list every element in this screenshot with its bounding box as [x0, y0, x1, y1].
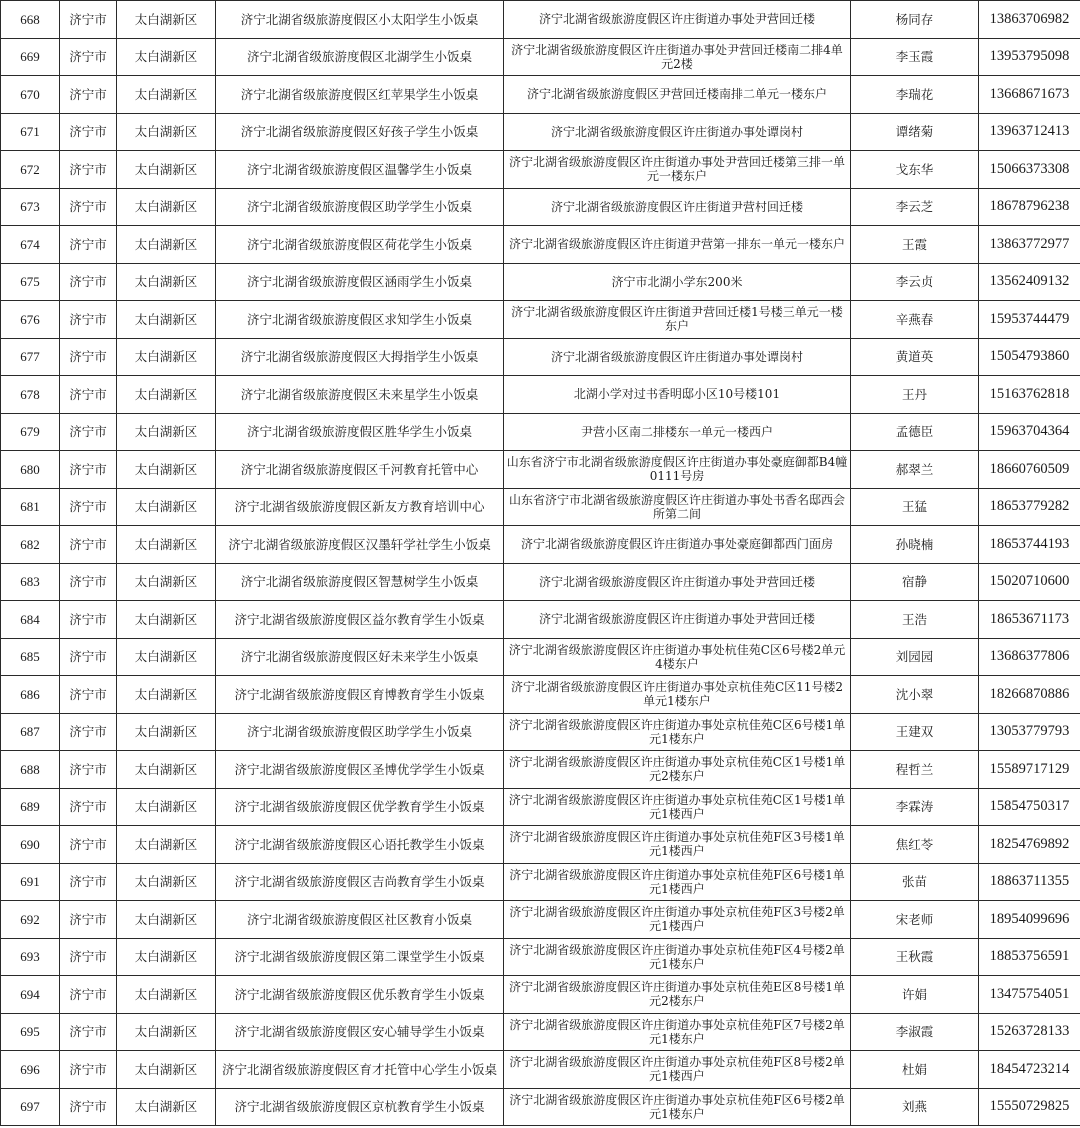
row-number: 670 [1, 76, 60, 114]
city-cell: 济宁市 [60, 376, 117, 414]
venue-name-cell: 济宁北湖省级旅游度假区温馨学生小饭桌 [216, 151, 504, 189]
district-cell: 太白湖新区 [117, 976, 216, 1014]
venue-name-cell: 济宁北湖省级旅游度假区优学教育学生小饭桌 [216, 788, 504, 826]
district-cell: 太白湖新区 [117, 601, 216, 639]
venue-name-cell: 济宁北湖省级旅游度假区荷花学生小饭桌 [216, 226, 504, 264]
district-cell: 太白湖新区 [117, 751, 216, 789]
city-cell: 济宁市 [60, 1, 117, 39]
row-number: 691 [1, 863, 60, 901]
row-number: 679 [1, 413, 60, 451]
row-number: 693 [1, 938, 60, 976]
address-cell: 济宁北湖省级旅游度假区许庄街道办事处尹营回迁楼南二排4单元2楼 [504, 38, 851, 76]
phone-cell: 13863706982 [979, 1, 1080, 39]
table-row [1, 713, 1080, 751]
district-cell: 太白湖新区 [117, 826, 216, 864]
table-row [1, 938, 1080, 976]
contact-person-cell: 王浩 [851, 601, 979, 639]
address-cell: 济宁北湖省级旅游度假区许庄街道办事处尹营回迁楼第三排一单元一楼东户 [504, 151, 851, 189]
phone-cell: 15550729825 [979, 1088, 1080, 1126]
row-number: 678 [1, 376, 60, 414]
table-row [1, 976, 1080, 1014]
address-cell: 济宁北湖省级旅游度假区许庄街道办事处京杭佳苑C区1号楼1单元1楼西户 [504, 788, 851, 826]
address-cell: 济宁北湖省级旅游度假区许庄街道办事处尹营回迁楼 [504, 563, 851, 601]
contact-person-cell: 李瑞花 [851, 76, 979, 114]
district-cell: 太白湖新区 [117, 1051, 216, 1089]
city-cell: 济宁市 [60, 1013, 117, 1051]
row-number: 672 [1, 151, 60, 189]
contact-person-cell: 李霖涛 [851, 788, 979, 826]
table-row [1, 601, 1080, 639]
city-cell: 济宁市 [60, 151, 117, 189]
district-cell: 太白湖新区 [117, 76, 216, 114]
contact-person-cell: 王建双 [851, 713, 979, 751]
address-cell: 山东省济宁市北湖省级旅游度假区许庄街道办事处豪庭御都B4幢0111号房 [504, 451, 851, 489]
table-body [1, 1, 1080, 1126]
city-cell: 济宁市 [60, 976, 117, 1014]
table-row [1, 901, 1080, 939]
venue-name-cell: 济宁北湖省级旅游度假区育才托管中心学生小饭桌 [216, 1051, 504, 1089]
contact-person-cell: 程哲兰 [851, 751, 979, 789]
contact-person-cell: 宿静 [851, 563, 979, 601]
phone-cell: 13053779793 [979, 713, 1080, 751]
address-cell: 济宁北湖省级旅游度假区许庄街道尹营村回迁楼 [504, 188, 851, 226]
row-number: 684 [1, 601, 60, 639]
venue-name-cell: 济宁北湖省级旅游度假区育博教育学生小饭桌 [216, 676, 504, 714]
district-cell: 太白湖新区 [117, 1, 216, 39]
address-cell: 济宁北湖省级旅游度假区许庄街道办事处谭岗村 [504, 113, 851, 151]
address-cell: 济宁北湖省级旅游度假区许庄街道办事处京杭佳苑F区3号楼1单元1楼西户 [504, 826, 851, 864]
address-cell: 济宁北湖省级旅游度假区许庄街道办事处京杭佳苑C区11号楼2单元1楼东户 [504, 676, 851, 714]
contact-person-cell: 王丹 [851, 376, 979, 414]
venue-name-cell: 济宁北湖省级旅游度假区北湖学生小饭桌 [216, 38, 504, 76]
venue-name-cell: 济宁北湖省级旅游度假区新友方教育培训中心 [216, 488, 504, 526]
phone-cell: 18254769892 [979, 826, 1080, 864]
contact-person-cell: 焦红苓 [851, 826, 979, 864]
contact-person-cell: 李玉霞 [851, 38, 979, 76]
district-cell: 太白湖新区 [117, 38, 216, 76]
table-row [1, 113, 1080, 151]
address-cell: 尹营小区南二排楼东一单元一楼西户 [504, 413, 851, 451]
row-number: 690 [1, 826, 60, 864]
venue-name-cell: 济宁北湖省级旅游度假区红苹果学生小饭桌 [216, 76, 504, 114]
row-number: 673 [1, 188, 60, 226]
address-cell: 山东省济宁市北湖省级旅游度假区许庄街道办事处书香名邸西会所第二间 [504, 488, 851, 526]
district-cell: 太白湖新区 [117, 676, 216, 714]
address-cell: 济宁北湖省级旅游度假区许庄街道办事处京杭佳苑C区6号楼1单元1楼东户 [504, 713, 851, 751]
phone-cell: 15066373308 [979, 151, 1080, 189]
table-row [1, 526, 1080, 564]
address-cell: 济宁北湖省级旅游度假区许庄街道办事处杭佳苑C区6号楼2单元4楼东户 [504, 638, 851, 676]
address-cell: 济宁北湖省级旅游度假区许庄街道尹营第一排东一单元一楼东户 [504, 226, 851, 264]
contact-person-cell: 戈东华 [851, 151, 979, 189]
city-cell: 济宁市 [60, 826, 117, 864]
contact-person-cell: 王猛 [851, 488, 979, 526]
district-cell: 太白湖新区 [117, 301, 216, 339]
table-row [1, 563, 1080, 601]
phone-cell: 18653671173 [979, 601, 1080, 639]
table-row [1, 338, 1080, 376]
city-cell: 济宁市 [60, 38, 117, 76]
city-cell: 济宁市 [60, 1088, 117, 1126]
contact-person-cell: 刘园园 [851, 638, 979, 676]
table-row [1, 151, 1080, 189]
table-row [1, 301, 1080, 339]
table-row [1, 38, 1080, 76]
contact-person-cell: 李淑霞 [851, 1013, 979, 1051]
venue-name-cell: 济宁北湖省级旅游度假区益尔教育学生小饭桌 [216, 601, 504, 639]
contact-person-cell: 孙晓楠 [851, 526, 979, 564]
district-cell: 太白湖新区 [117, 526, 216, 564]
row-number: 677 [1, 338, 60, 376]
city-cell: 济宁市 [60, 263, 117, 301]
row-number: 694 [1, 976, 60, 1014]
table-row [1, 188, 1080, 226]
address-cell: 济宁北湖省级旅游度假区许庄街道办事处豪庭御都西门面房 [504, 526, 851, 564]
venue-name-cell: 济宁北湖省级旅游度假区好孩子学生小饭桌 [216, 113, 504, 151]
district-cell: 太白湖新区 [117, 263, 216, 301]
city-cell: 济宁市 [60, 76, 117, 114]
district-cell: 太白湖新区 [117, 338, 216, 376]
table-row [1, 1013, 1080, 1051]
phone-cell: 18266870886 [979, 676, 1080, 714]
address-cell: 济宁北湖省级旅游度假区许庄街道办事处京杭佳苑F区4号楼2单元1楼东户 [504, 938, 851, 976]
address-cell: 北湖小学对过书香明邸小区10号楼101 [504, 376, 851, 414]
phone-cell: 18678796238 [979, 188, 1080, 226]
table-row [1, 413, 1080, 451]
district-cell: 太白湖新区 [117, 151, 216, 189]
phone-cell: 15263728133 [979, 1013, 1080, 1051]
phone-cell: 15054793860 [979, 338, 1080, 376]
table-row [1, 826, 1080, 864]
city-cell: 济宁市 [60, 751, 117, 789]
phone-cell: 15854750317 [979, 788, 1080, 826]
phone-cell: 15163762818 [979, 376, 1080, 414]
venue-name-cell: 济宁北湖省级旅游度假区第二课堂学生小饭桌 [216, 938, 504, 976]
city-cell: 济宁市 [60, 526, 117, 564]
table-row [1, 751, 1080, 789]
address-cell: 济宁北湖省级旅游度假区许庄街道办事处尹营回迁楼 [504, 1, 851, 39]
city-cell: 济宁市 [60, 188, 117, 226]
address-cell: 济宁北湖省级旅游度假区许庄街道办事处京杭佳苑F区8号楼2单元1楼西户 [504, 1051, 851, 1089]
phone-cell: 13562409132 [979, 263, 1080, 301]
city-cell: 济宁市 [60, 901, 117, 939]
phone-cell: 18863711355 [979, 863, 1080, 901]
phone-cell: 18454723214 [979, 1051, 1080, 1089]
city-cell: 济宁市 [60, 713, 117, 751]
district-cell: 太白湖新区 [117, 1013, 216, 1051]
contact-person-cell: 刘燕 [851, 1088, 979, 1126]
city-cell: 济宁市 [60, 301, 117, 339]
row-number: 689 [1, 788, 60, 826]
contact-person-cell: 宋老师 [851, 901, 979, 939]
contact-person-cell: 郝翠兰 [851, 451, 979, 489]
contact-person-cell: 李云贞 [851, 263, 979, 301]
contact-person-cell: 王秋霞 [851, 938, 979, 976]
district-cell: 太白湖新区 [117, 901, 216, 939]
phone-cell: 13475754051 [979, 976, 1080, 1014]
district-cell: 太白湖新区 [117, 1088, 216, 1126]
phone-cell: 18653779282 [979, 488, 1080, 526]
address-cell: 济宁市北湖小学东200米 [504, 263, 851, 301]
row-number: 668 [1, 1, 60, 39]
row-number: 682 [1, 526, 60, 564]
table-row [1, 863, 1080, 901]
row-number: 671 [1, 113, 60, 151]
venue-name-cell: 济宁北湖省级旅游度假区吉尚教育学生小饭桌 [216, 863, 504, 901]
venue-name-cell: 济宁北湖省级旅游度假区助学学生小饭桌 [216, 188, 504, 226]
address-cell: 济宁北湖省级旅游度假区许庄街道办事处京杭佳苑C区1号楼1单元2楼东户 [504, 751, 851, 789]
city-cell: 济宁市 [60, 638, 117, 676]
row-number: 687 [1, 713, 60, 751]
phone-cell: 15963704364 [979, 413, 1080, 451]
row-number: 681 [1, 488, 60, 526]
contact-person-cell: 辛燕春 [851, 301, 979, 339]
contact-person-cell: 黄道英 [851, 338, 979, 376]
district-cell: 太白湖新区 [117, 863, 216, 901]
phone-cell: 13953795098 [979, 38, 1080, 76]
district-cell: 太白湖新区 [117, 563, 216, 601]
venue-name-cell: 济宁北湖省级旅游度假区圣博优学学生小饭桌 [216, 751, 504, 789]
table-row [1, 1, 1080, 39]
phone-cell: 15953744479 [979, 301, 1080, 339]
city-cell: 济宁市 [60, 338, 117, 376]
phone-cell: 18653744193 [979, 526, 1080, 564]
row-number: 685 [1, 638, 60, 676]
row-number: 692 [1, 901, 60, 939]
row-number: 688 [1, 751, 60, 789]
city-cell: 济宁市 [60, 451, 117, 489]
contact-person-cell: 许娟 [851, 976, 979, 1014]
contact-person-cell: 王霞 [851, 226, 979, 264]
district-cell: 太白湖新区 [117, 938, 216, 976]
venue-name-cell: 济宁北湖省级旅游度假区好未来学生小饭桌 [216, 638, 504, 676]
contact-person-cell: 杜娟 [851, 1051, 979, 1089]
city-cell: 济宁市 [60, 563, 117, 601]
district-cell: 太白湖新区 [117, 413, 216, 451]
table-row [1, 76, 1080, 114]
city-cell: 济宁市 [60, 413, 117, 451]
venue-name-cell: 济宁北湖省级旅游度假区涵雨学生小饭桌 [216, 263, 504, 301]
contact-person-cell: 杨同存 [851, 1, 979, 39]
row-number: 697 [1, 1088, 60, 1126]
table-row [1, 226, 1080, 264]
contact-person-cell: 谭绪菊 [851, 113, 979, 151]
table-row [1, 488, 1080, 526]
contact-person-cell: 张苗 [851, 863, 979, 901]
district-cell: 太白湖新区 [117, 226, 216, 264]
row-number: 674 [1, 226, 60, 264]
venue-name-cell: 济宁北湖省级旅游度假区安心辅导学生小饭桌 [216, 1013, 504, 1051]
venue-name-cell: 济宁北湖省级旅游度假区助学学生小饭桌 [216, 713, 504, 751]
district-cell: 太白湖新区 [117, 451, 216, 489]
row-number: 696 [1, 1051, 60, 1089]
district-cell: 太白湖新区 [117, 376, 216, 414]
table-row [1, 788, 1080, 826]
address-cell: 济宁北湖省级旅游度假区许庄街道办事处京杭佳苑F区6号楼2单元1楼东户 [504, 1088, 851, 1126]
row-number: 695 [1, 1013, 60, 1051]
city-cell: 济宁市 [60, 488, 117, 526]
phone-cell: 13963712413 [979, 113, 1080, 151]
table-row [1, 1051, 1080, 1089]
table-row [1, 638, 1080, 676]
venue-name-cell: 济宁北湖省级旅游度假区小太阳学生小饭桌 [216, 1, 504, 39]
phone-cell: 18853756591 [979, 938, 1080, 976]
row-number: 675 [1, 263, 60, 301]
venue-name-cell: 济宁北湖省级旅游度假区社区教育小饭桌 [216, 901, 504, 939]
table-row [1, 451, 1080, 489]
venue-name-cell: 济宁北湖省级旅游度假区优乐教育学生小饭桌 [216, 976, 504, 1014]
city-cell: 济宁市 [60, 788, 117, 826]
city-cell: 济宁市 [60, 226, 117, 264]
venue-name-cell: 济宁北湖省级旅游度假区汉墨轩学社学生小饭桌 [216, 526, 504, 564]
address-cell: 济宁北湖省级旅游度假区许庄街道办事处京杭佳苑F区7号楼2单元1楼东户 [504, 1013, 851, 1051]
address-cell: 济宁北湖省级旅游度假区许庄街道办事处京杭佳苑E区8号楼1单元2楼东户 [504, 976, 851, 1014]
district-cell: 太白湖新区 [117, 638, 216, 676]
address-cell: 济宁北湖省级旅游度假区许庄街道办事处京杭佳苑F区3号楼2单元1楼西户 [504, 901, 851, 939]
venue-name-cell: 济宁北湖省级旅游度假区未来星学生小饭桌 [216, 376, 504, 414]
address-cell: 济宁北湖省级旅游度假区尹营回迁楼南排二单元一楼东户 [504, 76, 851, 114]
city-cell: 济宁市 [60, 676, 117, 714]
phone-cell: 13686377806 [979, 638, 1080, 676]
district-cell: 太白湖新区 [117, 788, 216, 826]
venue-name-cell: 济宁北湖省级旅游度假区京杭教育学生小饭桌 [216, 1088, 504, 1126]
venue-name-cell: 济宁北湖省级旅游度假区大拇指学生小饭桌 [216, 338, 504, 376]
venue-name-cell: 济宁北湖省级旅游度假区胜华学生小饭桌 [216, 413, 504, 451]
table-row [1, 263, 1080, 301]
district-cell: 太白湖新区 [117, 113, 216, 151]
contact-person-cell: 沈小翠 [851, 676, 979, 714]
address-cell: 济宁北湖省级旅游度假区许庄街道办事处谭岗村 [504, 338, 851, 376]
phone-cell: 18660760509 [979, 451, 1080, 489]
row-number: 683 [1, 563, 60, 601]
city-cell: 济宁市 [60, 863, 117, 901]
address-cell: 济宁北湖省级旅游度假区许庄街道办事处京杭佳苑F区6号楼1单元1楼西户 [504, 863, 851, 901]
phone-cell: 13668671673 [979, 76, 1080, 114]
row-number: 686 [1, 676, 60, 714]
contact-person-cell: 李云芝 [851, 188, 979, 226]
venue-name-cell: 济宁北湖省级旅游度假区求知学生小饭桌 [216, 301, 504, 339]
city-cell: 济宁市 [60, 113, 117, 151]
phone-cell: 18954099696 [979, 901, 1080, 939]
address-cell: 济宁北湖省级旅游度假区许庄街道尹营回迁楼1号楼三单元一楼东户 [504, 301, 851, 339]
district-cell: 太白湖新区 [117, 188, 216, 226]
row-number: 676 [1, 301, 60, 339]
phone-cell: 15020710600 [979, 563, 1080, 601]
table-row [1, 1088, 1080, 1126]
city-cell: 济宁市 [60, 938, 117, 976]
address-cell: 济宁北湖省级旅游度假区许庄街道办事处尹营回迁楼 [504, 601, 851, 639]
city-cell: 济宁市 [60, 601, 117, 639]
city-cell: 济宁市 [60, 1051, 117, 1089]
table-row [1, 676, 1080, 714]
venue-name-cell: 济宁北湖省级旅游度假区智慧树学生小饭桌 [216, 563, 504, 601]
table-row [1, 376, 1080, 414]
row-number: 680 [1, 451, 60, 489]
venue-name-cell: 济宁北湖省级旅游度假区心语托教学生小饭桌 [216, 826, 504, 864]
phone-cell: 13863772977 [979, 226, 1080, 264]
phone-cell: 15589717129 [979, 751, 1080, 789]
contact-person-cell: 孟德臣 [851, 413, 979, 451]
district-cell: 太白湖新区 [117, 488, 216, 526]
row-number: 669 [1, 38, 60, 76]
district-cell: 太白湖新区 [117, 713, 216, 751]
venue-name-cell: 济宁北湖省级旅游度假区千河教育托管中心 [216, 451, 504, 489]
